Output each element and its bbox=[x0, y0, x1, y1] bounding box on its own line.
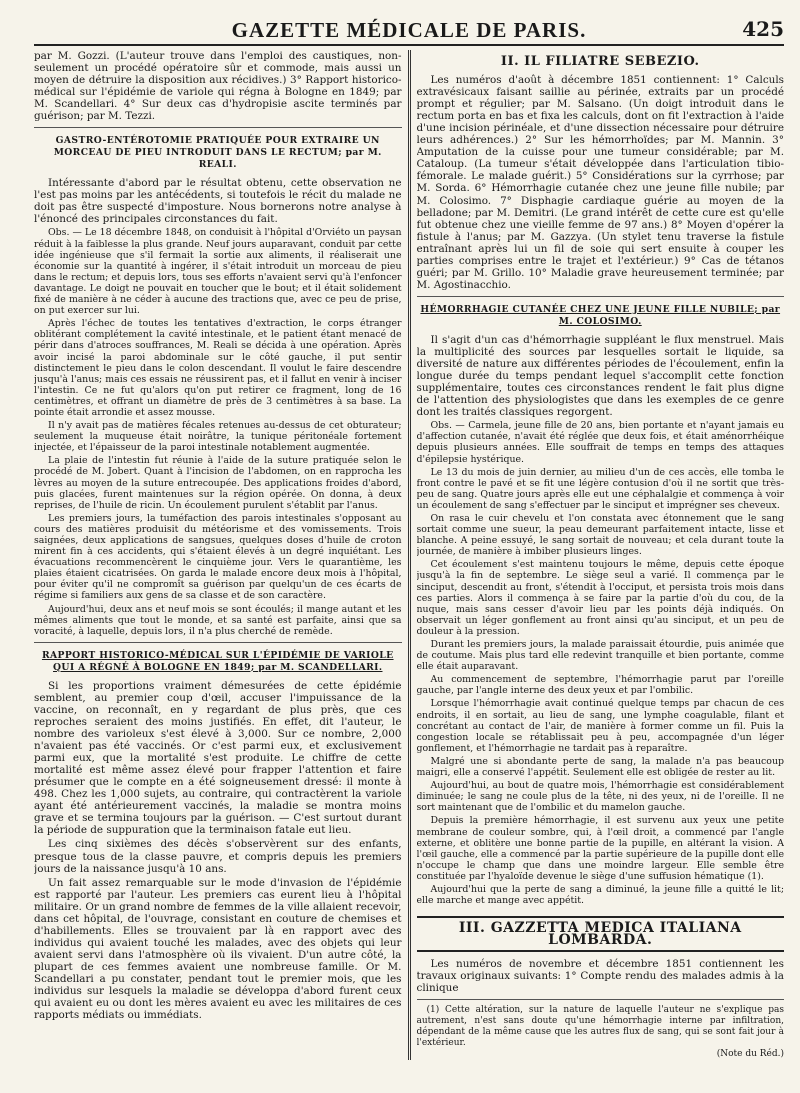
paragraph: Aujourd'hui, au bout de quatre mois, l'hémorrhagie est considérablement diminuée; le sang ne coule plus de la tête, ni des yeux, ni de l'oreille. Il ne sort maintenant que de l'ombilic et du mamelon gauche. bbox=[416, 780, 784, 814]
article-title-gastro: GASTRO-ENTÉROTOMIE PRATIQUÉE POUR EXTRAIRE UN MORCEAU DE PIEU INTRODUIT DANS LE RECTUM; par M. REALI. bbox=[53, 135, 382, 171]
article-title-variole: RAPPORT HISTORICO-MÉDICAL SUR L'ÉPIDÉMIE DE VARIOLE QUI A RÉGNÉ À BOLOGNE EN 1849; par M. SCANDELLARI. bbox=[41, 649, 394, 673]
paragraph: Les cinq sixièmes des décès s'observèrent sur des enfants, presque tous de la classe pauvre, et compris depuis les premiers jours de la naissance jusqu'à 10 ans. bbox=[34, 838, 402, 875]
paragraph: Malgré une si abondante perte de sang, la malade n'a pas beaucoup maigri, elle a conservé l'appétit. Seulement elle est obligée de rester au lit. bbox=[416, 755, 784, 779]
footnote bbox=[417, 1005, 785, 1060]
right-column bbox=[417, 50, 785, 1060]
paragraph: Obs. — Le 18 décembre 1848, on conduisit à l'hôpital d'Orviéto un paysan réduit à la faiblesse la plus grande. Neuf jours auparavant, conduit par cette idée ingénieuse que s'il fermait la sortie aux aliments, il réaliserait une économie sur la quantité à ingérer, il s'était introduit un morceau de pieu dans le rectum; et depuis lors, tous ses efforts n'avaient servi qu'à l'enfoncer davantage. Le doigt ne pouvait en toucher que le bout; et il était solidement fixé de manière à ne céder à aucune des tractions que, avec ce peu de prise, on put exercer sur lui. bbox=[34, 227, 402, 317]
footnote-text: (1) Cette altération, sur la nature de laquelle l'auteur ne s'explique pas autrement, n'est sans doute qu'une hémorrhagie interne par infiltration, dépendant de la même cause que les autres flux de sang, qui se sont fait jour à l'extérieur. bbox=[416, 1005, 784, 1049]
left-column bbox=[34, 50, 402, 1060]
paragraph: Aujourd'hui, deux ans et neuf mois se sont écoulés; il mange autant et les mêmes aliments que tout le monde, et sa santé est parfaite, ainsi que sa voracité, à laquelle, depuis lors, il n'a plus cherché de remède. bbox=[34, 603, 402, 637]
paragraph: Au commencement de septembre, l'hémorrhagie parut par l'oreille gauche, par l'angle interne des deux yeux et par l'ombilic. bbox=[416, 674, 784, 697]
paragraph: Cet écoulement s'est maintenu toujours le même, depuis cette époque jusqu'à la fin de septembre. Le siège seul a varié. Il commença par le sinciput, descendit au front, s'étendit à l'occiput, et persista trois mois dans ces parties. Alors il commença à se faire par la partie d'où du cou, de la nuque, mais sans cesser d'avoir lieu par les points déjà indiqués. On observait un léger gonflement au front ainsi qu'au sinciput, et un peu de douleur à la pression. bbox=[416, 559, 784, 637]
footnote-ref: (Note du Réd.) bbox=[716, 1049, 784, 1060]
paragraph: Il s'agit d'un cas d'hémorrhagie suppléant le flux menstruel. Mais la multiplicité des sources par lesquelles sortait le liquide, sa diversité de nature aux différentes périodes de l'écoulement, enfin la longue durée du temps pendant lequel s'accomplit cette fonction supplémentaire, toutes ces circonstances rendent le fait plus digne de l'attention des physiologistes que dans les exemples de ce genre dont les traités classiques regorgent. bbox=[416, 333, 784, 419]
paragraph: Après l'échec de toutes les tentatives d'extraction, le corps étranger oblitérant complétement la cavité intestinale, et le patient étant menacé de périr dans d'atroces souffrances, M. Reali se décida à une opération. Après avoir incisé la paroi abdominale sur le côté gauche, il put sentir distinctement le pieu dans le colon descendant. Il voulut le faire descendre jusqu'à l'anus; mais ces essais ne réussirent pas, et il fallut en venir à inciser l'intestin. Ce ne fut qu'alors qu'on put retirer ce fragment, long de 16 centimètres, et offrant un diamètre de près de 3 centimètres à sa base. La pointe était arrondie et assez mousse. bbox=[34, 318, 402, 418]
section-heading-lombarda: III. GAZZETTA MEDICA ITALIANA LOMBARDA. bbox=[417, 916, 785, 952]
columns bbox=[34, 50, 784, 1060]
paragraph: Depuis la première hémorrhagie, il est survenu aux yeux une petite membrane de couleur sombre, qui, à l'œil droit, a commencé par l'angle externe, et oblitère une bonne partie de la pupille, en altérant la vision. A l'œil gauche, elle a commencé par la partie supérieure de la pupille dont elle n'occupe le champ que dans une moindre largeur. Elle semble être constituée par l'hyaloïde devenue le siège d'une suffusion hématique (1). bbox=[416, 815, 784, 882]
paragraph: Les premiers jours, la tuméfaction des parois intestinales s'opposant au cours des matières produisit du météorisme et des vomissements. Trois saignées, deux applications de sangsues, quelques doses d'huile de croton mirent fin à ces accidents, qui s'étaient élevés à un degré inquiétant. Les évacuations recommencèrent le cinquième jour. Vers le quarantième, les plaies étaient cicatrisées. On garda le malade encore deux mois à l'hôpital, pour éviter qu'il ne compromît sa guérison par quelqu'un de ces écarts de régime si familiers aux gens de sa classe et de son caractère. bbox=[34, 512, 402, 602]
paragraph: Il n'y avait pas de matières fécales retenues au-dessus de cet obturateur; seulement la muqueuse était noirâtre, la tunique péritonéale fortement injectée, et l'épaisseur de la paroi intestinale notablement augmentée. bbox=[34, 420, 402, 454]
paragraph: Intéressante d'abord par le résultat obtenu, cette observation ne l'est pas moins par les antécédents, si toutefois le récit du malade ne doit pas être suspecté d'imposture. Nous bornerons notre analyse à l'énoncé des principales circonstances du fait. bbox=[34, 177, 402, 226]
article-title-hemorrhagie: HÉMORRHAGIE CUTANÉE CHEZ UNE JEUNE FILLE NUBILE; par M. COLOSIMO. bbox=[420, 303, 781, 327]
rule bbox=[34, 642, 402, 643]
rule bbox=[34, 127, 402, 128]
paragraph: La plaie de l'intestin fut réunie à l'aide de la suture pratiquée selon le procédé de M. Jobert. Quant à l'incision de l'abdomen, on en rapprocha les lèvres au moyen de la suture entrecoupée. Des applications froides d'abord, puis glacées, furent maintenues sur la région opérée. On donna, à deux reprises, de l'huile de ricin. Un écoulement purulent s'établit par l'anus. bbox=[34, 455, 402, 511]
paragraph: Aujourd'hui que la perte de sang a diminué, la jeune fille a quitté le lit; elle marche et mange avec appétit. bbox=[416, 883, 784, 907]
paragraph: Lorsque l'hémorrhagie avait continué quelque temps par chacun de ces endroits, il en sortait, au lieu de sang, une lymphe coagulable, filant et concrétant au contact de l'air, de manière à former comme un fil. Puis la congestion locale se rétablissait peu à peu, accompagnée d'un léger gonflement, et l'hémorrhagie ne tardait pas à reparaître. bbox=[416, 698, 784, 754]
paragraph: Si les proportions vraiment démesurées de cette épidémie semblent, au premier coup d'œil, accuser l'impuissance de la vaccine, on reconnaît, en y regardant de plus près, que ces reproches seraient des moins justifiés. En effet, dit l'auteur, le nombre des varioleux s'est élevé à 3,000. Sur ce nombre, 2,000 n'avaient pas été vaccinés. Or c'est parmi eux, et exclusivement parmi eux, que la mortalité s'est produite. Le chiffre de cette mortalité est même assez élevé pour frapper l'attention et faire présumer que le compte en a été soigneusement dressé: il monte à 498. Chez les 1,000 sujets, au contraire, qui contractèrent la variole ayant été antérieurement vaccinés, la maladie se montra moins grave et se termina toujours par la guérison. — C'est surtout durant la période de suppuration que la terminaison fatale eut lieu. bbox=[34, 679, 402, 837]
page-header bbox=[34, 14, 784, 46]
page-number: 425 bbox=[742, 17, 784, 41]
paragraph: Durant les premiers jours, la malade paraissait étourdie, puis animée que de coutume. Mais plus tard elle redevint tranquille et bien portante, comme elle était auparavant. bbox=[416, 639, 784, 673]
journal-title: GAZETTE MÉDICALE DE PARIS. bbox=[231, 18, 587, 42]
paragraph: Les numéros d'août à décembre 1851 contiennent: 1° Calculs extravésicaux faisant saillie au périnée, extraits par un procédé prompt et régulier; par M. Salsano. (Un doigt introduit dans le rectum porta en bas et fixa les calculs, dont on fit l'extraction à l'aide d'une incision périnéale, et d'une dissection nécessaire pour détruire leurs adhérences.) 2° Sur les hémorrhoïdes; par M. Mannin. 3° Amputation de la cuisse pour une tumeur considérable; par M. Cataloup. (La tumeur s'était développée dans l'articulation tibio-fémorale. Le malade guérit.) 5° Considérations sur la cyrrhose; par M. Sorda. 6° Hémorrhagie cutanée chez une jeune fille nubile; par M. Colosimo. 7° Disphagie cardiaque guérie au moyen de la belladone; par M. Demitri. (Le grand intérêt de cette cure est qu'elle fut obtenue chez une vieille femme de 97 ans.) 8° Moyen d'opérer la fistule à l'anus; par M. Gazzya. (Un stylet tenu traverse la fistule entraînant après lui un fil de soie qui sert ensuite à couper les parties comprises entre le trajet et l'extérieur.) 9° Cas de tétanos guéri; par M. Grillo. 10° Maladie grave heureusement terminée; par M. Agostinacchio. bbox=[416, 74, 784, 291]
paragraph: Obs. — Carmela, jeune fille de 20 ans, bien portante et n'ayant jamais eu d'affection cutanée, n'avait été réglée que deux fois, et était aménorrhéique depuis plusieurs années. Elle souffrait de temps en temps des attaques d'épilepsie hystérique. bbox=[416, 420, 784, 465]
paragraph: Le 13 du mois de juin dernier, au milieu d'un de ces accès, elle tomba le front contre le pavé et se fit une légère contusion d'où il ne sortit que très-peu de sang. Quatre jours après elle eut une céphalalgie et commença à voir un écoulement de sang s'effectuer par le sinciput et imprégner ses cheveux. bbox=[416, 466, 784, 511]
section-heading-filiatre: II. IL FILIATRE SEBEZIO. bbox=[500, 54, 700, 69]
rule bbox=[417, 296, 785, 297]
paragraph: On rasa le cuir chevelu et l'on constata avec étonnement que le sang sortait comme une sueur, la peau demeurant parfaitement intacte, lisse et blanche. A peine essuyé, le sang sortait de nouveau; et cela durant toute la journée, de manière à imbiber plusieurs linges. bbox=[416, 512, 784, 558]
left-intro: par M. Gozzi. (L'auteur trouve dans l'emploi des caustiques, non-seulement un procédé opératoire sûr et commode, mais aussi un moyen de détruire la disposition aux récidives.) 3° Rapport historico-médical sur l'épidémie de variole qui régna à Bologne en 1849; par M. Scandellari. 4° Sur deux cas d'hydropisie ascite terminés par guérison; par M. Tezzi. bbox=[34, 50, 402, 123]
column-divider bbox=[408, 50, 411, 1060]
paragraph: Un fait assez remarquable sur le mode d'invasion de l'épidémie est rapporté par l'auteur. Les premiers cas eurent lieu à l'hôpital militaire. Or un grand nombre de femmes de la ville allaient recevoir, dans cet hôpital, de l'ouvrage, consistant en couture de chemises et d'habillements. Elles se trouvaient par là en rapport avec des individus qui avaient touché les malades, avec des objets qui leur avaient servi dans l'atmosphère où ils vivaient. D'un autre côté, la plupart de ces femmes avaient une nombreuse famille. Or M. Scandellari a pu constater, pendant tout le premier mois, que les individus sur lesquels la maladie se développa d'abord furent ceux qui avaient eu ou dont les mères avaient eu avec les militaires de ces rapports médiats ou immédiats. bbox=[34, 876, 402, 1022]
rule bbox=[417, 999, 785, 1000]
paragraph: Les numéros de novembre et décembre 1851 contiennent les travaux originaux suivants: 1° Compte rendu des malades admis à la clinique bbox=[416, 958, 784, 995]
